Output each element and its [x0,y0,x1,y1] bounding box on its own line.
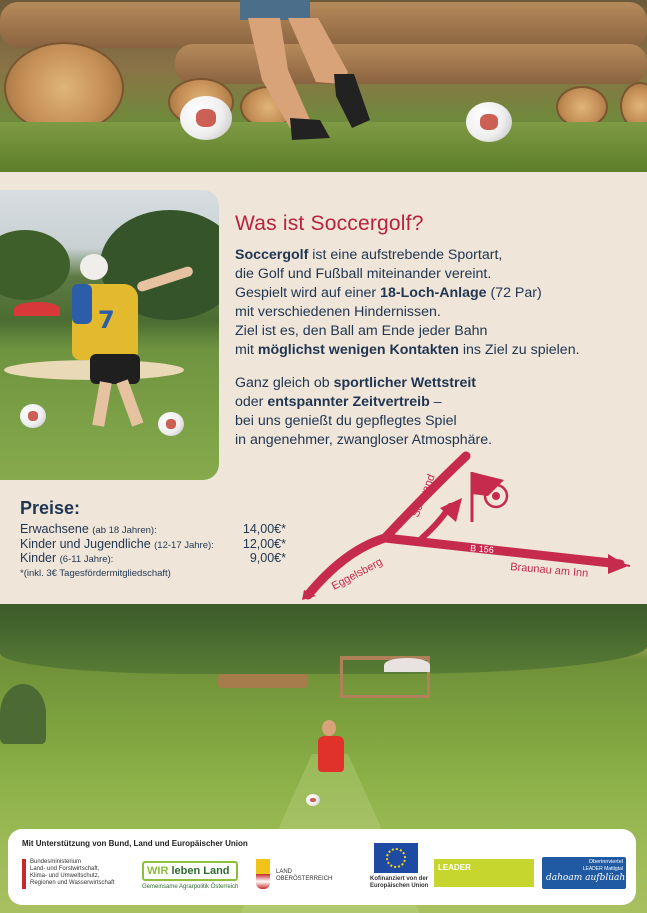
soccer-ball [158,412,184,436]
label-eggelsberg: Eggelsberg [329,555,385,593]
leader-logo [434,859,534,887]
intro-paragraph [235,246,580,360]
oberinnviertel-logo [542,857,626,889]
price-note: (12-17 Jahre): [154,540,214,551]
label-b156: B 156 [469,543,495,556]
bold-text: entspannter Zeitvertreib [267,394,430,410]
text: – [429,394,442,410]
header-photo-soccergolf-logs [0,0,647,172]
prices-title: Preise: [20,498,81,518]
bold-text: Soccergolf [235,247,309,263]
price-footnote: *(inkl. 3€ Tagesfördermitgliedschaft) [20,568,171,579]
text: ins Ziel zu spielen. [458,342,580,358]
page-title: Was ist Soccergolf? [235,212,424,235]
price-note: (6-11 Jahre): [59,554,114,565]
text: die Golf und Fußball miteinander vereint. [235,266,492,282]
sponsor-panel [8,829,636,905]
text: Klima- und Umweltschutz, [30,873,100,879]
land-ooe-logo [276,869,332,883]
bm-logo-icon [22,859,26,889]
eu-flag-icon [374,843,418,873]
flag-logo-icon [472,472,507,522]
price-row-children [20,551,286,565]
text: Ziel ist es, den Ball am Ende jeder Bahn [235,323,488,339]
parasol [14,302,60,316]
child-head [322,720,336,736]
wir-leben-land-logo [142,861,238,881]
player-legs [230,0,390,145]
text: Gespielt wird auf einer [235,285,381,301]
text: Kofinanziert von der [370,876,429,882]
text: Ganz gleich ob [235,375,334,391]
text: OBERÖSTERREICH [276,876,333,882]
soccer-ball [180,96,232,140]
directions-map [290,450,647,600]
bold-text: möglichst wenigen Kontakten [257,342,459,358]
price-row-youth [20,537,286,551]
bm-logo [30,859,114,887]
cap [80,254,108,280]
text: Regionen und Wasserwirtschaft [30,880,115,886]
text: mit [235,342,258,358]
kid-kicking-ball-photo [0,190,219,480]
text: mit verschiedenen Hindernissen. [235,304,441,320]
bold-text: 18-Loch-Anlage [380,285,487,301]
price-label: Kinder und Jugendliche [20,537,151,551]
wir-subtitle: Gemeinsame Agrarpolitik Österreich [142,884,239,890]
text: LAND [276,869,293,875]
price-value: 14,00€* [242,522,286,536]
jersey: 7 [72,284,138,360]
price-label: Erwachsene [20,522,89,536]
text: oder [235,394,268,410]
bold-text: sportlicher Wettstreit [333,375,477,391]
text: Bundesministerium [30,859,82,865]
price-label: Kinder [20,551,57,565]
text: Land- und Forstwirtschaft, [30,866,100,872]
price-row-adults [20,522,286,536]
text: WIR [147,865,169,877]
rose-bush [0,684,46,744]
second-paragraph [235,374,492,450]
upper-austria-crest-icon [256,859,270,889]
shorts [90,354,140,384]
parasol [384,658,430,672]
soccer-ball [306,794,320,806]
tree [0,230,70,300]
child-player [318,736,344,772]
leg [92,381,111,426]
leg [116,379,143,426]
eu-cofinanced [370,876,428,890]
label-schwand: Schwand [409,472,438,520]
text: LEADER Mattigtal [582,866,623,872]
text: Oberinnviertel [588,859,623,865]
text: LEADER [438,863,471,872]
sponsor-title: Mit Unterstützung von Bund, Land und Europäischer Union [22,839,248,848]
soccer-ball [20,404,46,428]
log-end-left [4,42,124,134]
price-value: 9,00€* [249,551,286,565]
text: ist eine aufstrebende Sportart, [308,247,503,263]
text: Europäischen Union [370,883,429,889]
log-obstacle [218,674,308,688]
soccer-ball [466,102,512,142]
price-value: 12,00€* [242,537,286,551]
forest [0,604,647,674]
text: dahoam aufblüah [546,873,626,883]
text: (72 Par) [486,285,542,301]
text: in angenehmer, zwangloser Atmosphäre. [235,432,493,448]
label-braunau: Braunau am Inn [509,561,589,580]
text: bei uns genießt du gepflegtes Spiel [235,413,457,429]
price-note: (ab 18 Jahren): [92,525,157,536]
text: leben Land [171,865,230,877]
